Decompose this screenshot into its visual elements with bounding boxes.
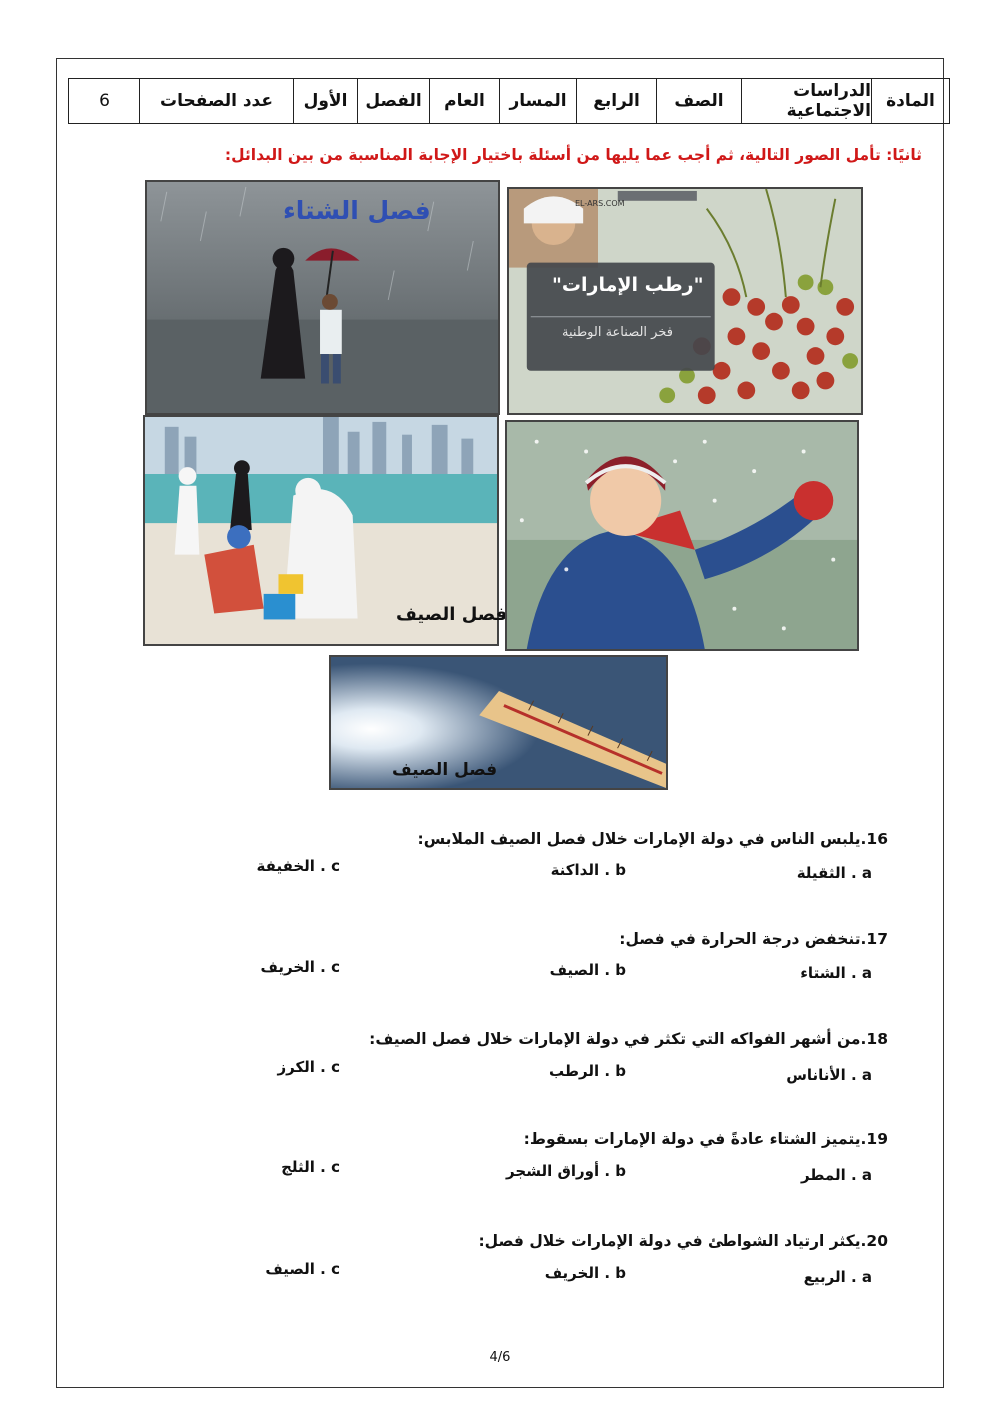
question-number: 19.	[860, 1130, 888, 1148]
question-text: تنخفض درجة الحرارة في فصل:	[619, 930, 861, 948]
header-table	[68, 78, 950, 124]
option-b[interactable]: b . الداكنة	[550, 861, 626, 879]
dates-image	[507, 187, 863, 415]
option-a[interactable]: a . الشتاء	[800, 964, 872, 982]
option-b[interactable]: b . أوراق الشجر	[506, 1162, 626, 1180]
question-text: من أشهر الفواكه التي تكثر في دولة الإمارات خلال فصل الصيف:	[369, 1030, 861, 1048]
question-number: 18.	[860, 1030, 888, 1048]
instruction-text: ثانيًا: تأمل الصور التالية، ثم أجب عما يليها من أسئلة باختيار الإجابة المناسبة من بين البدائل:	[224, 146, 922, 164]
header-cell-pages-value: 6	[99, 91, 110, 111]
option-c[interactable]: c . الخفيفة	[256, 857, 340, 875]
question-number: 17.	[860, 930, 888, 948]
winter-caption: فصل الشتاء	[283, 196, 431, 225]
option-b[interactable]: b . الصيف	[549, 961, 626, 979]
header-cell-grade-label: الصف	[656, 79, 741, 123]
page-number: 4/6	[489, 1350, 511, 1365]
question-20	[478, 1232, 888, 1250]
dates-banner-title: "رطب الإمارات"	[552, 274, 704, 296]
option-c[interactable]: c . الخريف	[260, 958, 340, 976]
question-18	[369, 1030, 888, 1048]
header-cell-track-label: المسار	[499, 79, 576, 123]
option-c[interactable]: c . الصيف	[265, 1260, 340, 1278]
beach-caption: فصل الصيف	[396, 604, 508, 625]
question-19	[524, 1130, 888, 1148]
question-number: 20.	[860, 1232, 888, 1250]
option-c[interactable]: c . الكرز	[277, 1058, 340, 1076]
option-a[interactable]: a . المطر	[800, 1166, 872, 1184]
header-cell-subject-label: المادة	[871, 79, 949, 123]
option-a[interactable]: a . الثقيلة	[796, 864, 872, 882]
question-16	[418, 830, 888, 848]
header-cell-term-label: الفصل	[357, 79, 429, 123]
thermometer-image	[329, 655, 668, 790]
question-text: يلبس الناس في دولة الإمارات خلال فصل الصيف الملابس:	[417, 830, 861, 848]
option-a[interactable]: a . الأناناس	[786, 1066, 872, 1084]
question-text: يتميز الشتاء عادةً في دولة الإمارات بسقوط:	[523, 1130, 861, 1148]
option-b[interactable]: b . الرطب	[548, 1062, 626, 1080]
header-cell-subject-value: الدراسات الاجتماعية	[741, 79, 871, 123]
thermometer-caption: فصل الصيف	[392, 760, 498, 780]
question-17	[619, 930, 888, 948]
header-cell-track-value: العام	[429, 79, 499, 123]
header-cell-term-value: الأول	[293, 79, 357, 123]
option-b[interactable]: b . الخريف	[544, 1264, 626, 1282]
snow-child-image	[505, 420, 859, 651]
option-c[interactable]: c . الثلج	[281, 1158, 340, 1176]
header-cell-grade-value: الرابع	[576, 79, 656, 123]
question-text: يكثر ارتياد الشواطئ في دولة الإمارات خلال فصل:	[478, 1232, 861, 1250]
dates-site-label: EL-ARS.COM	[575, 199, 625, 208]
dates-banner-subtitle: فخر الصناعة الوطنية	[562, 325, 673, 340]
header-cell-pages-label: عدد الصفحات	[139, 79, 293, 123]
option-a[interactable]: a . الربيع	[803, 1268, 872, 1286]
question-number: 16.	[860, 830, 888, 848]
